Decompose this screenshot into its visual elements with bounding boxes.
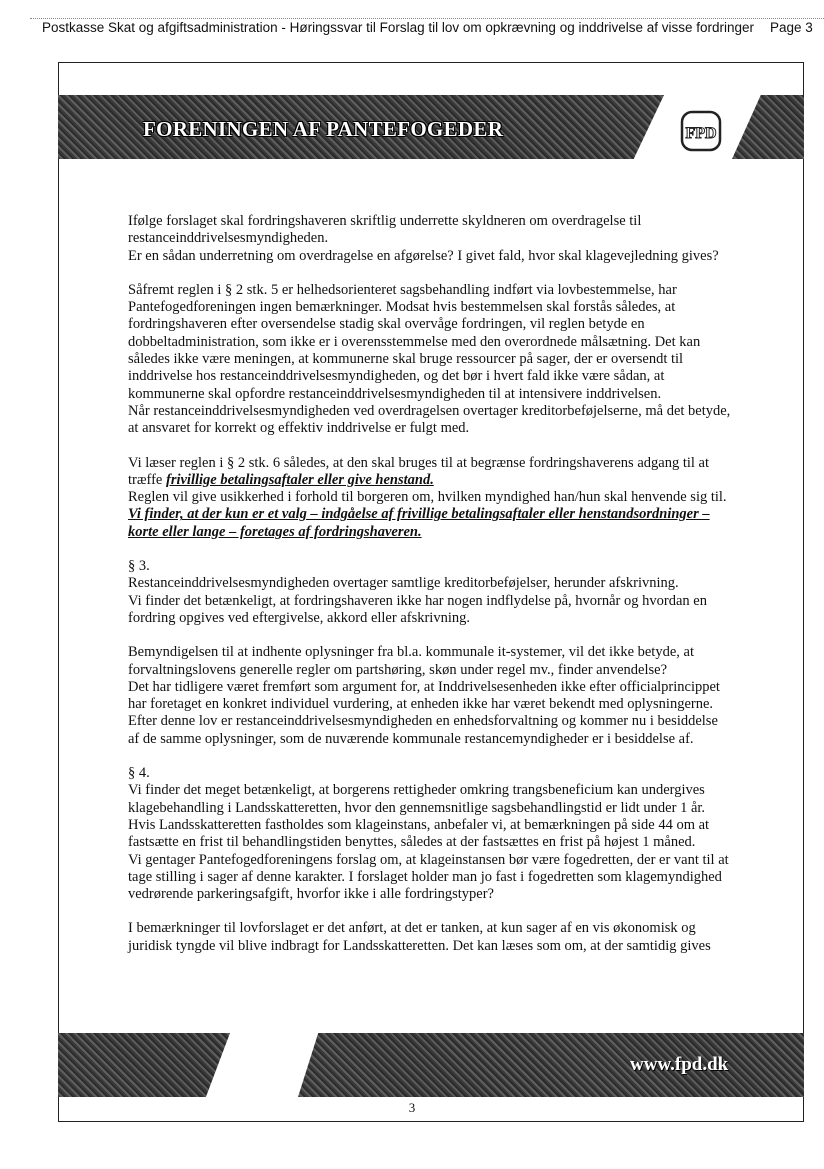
paragraph-bemyndigelse — [128, 644, 732, 748]
footer-left-graphic — [58, 1033, 230, 1097]
text-p3c-emphasis: Vi finder, at der kun er et valg – indgåelse af frivillige betalingsaftaler eller henstandsordninger – korte eller lange – foretages af fordringshaveren. — [128, 506, 710, 540]
print-header-title: Postkasse Skat og afgiftsadministration - Høringssvar til Forslag til lov om opkrævning og inddrivelse af visse fordringer — [42, 20, 755, 35]
page-number: 3 — [408, 1100, 416, 1115]
text-p2: Såfremt reglen i § 2 stk. 5 er helhedsorienteret sagsbehandling indført via lovbestemmelse, har Pantefogedforeningen ingen bemærkninger. Modsat hvis bestemmelsen skal forstås således, at fordringshaveren efter oversendelse stadig skal overvåge fordringen, vil reglen betyde en dobbeltadministration, som ikke er i overensstemmelse med den overordnede målsætning. Det kan således ikke være meningen, at kommunerne skal bruge ressourcer på sager, der er oversendt til inddrivelse hos restanceinddrivelsesmyndigheden, og det bør i hvert fald ikke være sådan, at kommunerne skal opfordre restanceinddrivelsesmyndigheden til at intensivere inddrivelsen. — [128, 281, 701, 402]
print-header-page: Page 3 — [770, 20, 813, 35]
fpd-logo-icon — [680, 110, 722, 152]
text-p5: I bemærkninger til lovforslaget er det anført, at det er tanken, at kun sager af en vis økonomisk og juridisk tyngde vil blive indbragt for Landsskatteretten. Det kan læses som om, at der samtidig gives — [128, 920, 711, 954]
text-p4b: Det har tidligere været fremført som argument for, at Inddrivelsesenheden ikke efter officialprincippet har foretaget en konkret individuel vurdering, at enheden ikke har været bekendt med oplysningerne. Efter denne lov er restanceinddrivelsesmyndigheden en enhedsforvaltning og kommer nu i besiddelse af de samme oplysninger, som de nuværende kommunale restancemyndigheder er i besiddelse af. — [128, 678, 720, 747]
text-s4b: Vi gentager Pantefogedforeningens forslag om, at klageinstansen bør være fogedretten, der er vant til at tage stilling i sager af denne karakter. I forslaget holder man jo fast i fogedretten som klagemyndighed vedrørende parkeringsafgift, hvorfor ikke i alle fordringstyper? — [128, 851, 729, 903]
paragraph-bemaerkninger — [128, 920, 732, 955]
text-p2b: Når restanceinddrivelsesmyndigheden ved overdragelsen overtager kreditorbeføjelserne, må det betyde, at ansvaret for korrekt og effektiv inddrivelse er fulgt med. — [128, 402, 731, 437]
text-p3a: Vi læser reglen i § 2 stk. 6 således, at den skal bruges til at begrænse fordringshaverens adgang til at træffe — [128, 454, 709, 488]
print-header — [0, 18, 824, 40]
text-p1b: Er en sådan underretning om overdragelse en afgørelse? I givet fald, hvor skal klagevejledning gives? — [128, 247, 719, 264]
text-p1: Ifølge forslaget skal fordringshaveren skriftlig underrette skyldneren om overdragelse til restanceinddrivelsesmyndigheden. — [128, 213, 642, 247]
paragraph-stk6 — [128, 455, 732, 541]
banner-title: FORENINGEN AF PANTEFOGEDER — [143, 117, 504, 141]
text-s3b: Vi finder det betænkeligt, at fordringshaveren ikke har nogen indflydelse på, hvornår og hvordan en fordring opgives ved eftergivelse, akkord eller afskrivning. — [128, 592, 707, 626]
text-p4a: Bemyndigelsen til at indhente oplysninger fra bl.a. kommunale it-systemer, vil det ikke betyde, at forvaltningslovens generelle regler om partshøring, skøn under regel mv., finder anvendelse? — [128, 644, 694, 678]
footer-website-link[interactable]: www.fpd.dk — [630, 1054, 729, 1075]
section-4-heading: § 4. — [128, 765, 150, 782]
document-body — [128, 213, 732, 972]
section-3-heading: § 3. — [128, 558, 150, 575]
fpd-logo-text: FPD — [685, 125, 717, 142]
text-p3b: Reglen vil give usikkerhed i forhold til borgeren om, hvilken myndighed han/hun skal henvende sig til. — [128, 489, 727, 506]
section-4 — [128, 765, 732, 903]
text-s3a: Restanceinddrivelsesmyndigheden overtager samtlige kreditorbeføjelser, herunder afskrivning. — [128, 575, 679, 592]
text-p3-underlined: frivillige betalingsaftaler eller give henstand. — [166, 471, 434, 488]
paragraph-underretning — [128, 213, 732, 265]
section-3 — [128, 558, 732, 627]
paragraph-stk5 — [128, 282, 732, 438]
text-s4a: Vi finder det meget betænkeligt, at borgerens rettigheder omkring trangsbeneficium kan undergives klagebehandling i Landsskatteretten, hvor den gennemsnitlige sagsbehandlingstid er lidt under 1 år. Hvis Landsskatteretten fastholdes som klageinstans, anbefaler vi, at bemærkningen på side 44 om at fastsætte en frist til behandlingstiden benyttes, således at der fastsættes en frist på højest 1 måned. — [128, 782, 710, 851]
